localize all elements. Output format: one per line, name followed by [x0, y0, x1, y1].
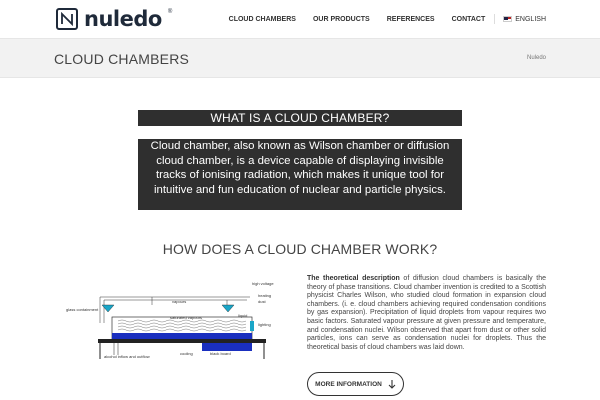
site-header [0, 0, 600, 38]
liquid-layer [112, 333, 252, 339]
theory-bold-lead: The theoretical description [307, 275, 400, 282]
uk-flag-icon [503, 16, 512, 22]
label-liquid: liquid [238, 313, 248, 318]
label-lighting: lighting [258, 322, 271, 327]
lighting-marker [250, 321, 254, 331]
theory-body: of diffusion cloud chambers is basically the theory of phase transitions. Cloud chamber invention is credited to a Scottish physicist Charles Wilson, who studied cloud formation in expansion cloud chambers. (i. e. cloud chambers achieving required condensation conditions by gas expansion). Precipitation of liquid droplets from vapour requires two basic factors. Saturated vapour pressure at given pressure and temperature, and condensation nuclei. Wilson observed that apart from dust or other solid particles, ions can serve as condensation nuclei for droplets. Thus the theoretical basis of cloud chambers was laid down. [307, 275, 547, 351]
label-black-board: black board [210, 351, 231, 356]
vapour-nozzles [102, 305, 234, 312]
label-alcohol: alcohol inflow and outflow [104, 354, 150, 359]
label-heating: heating [258, 293, 272, 298]
label-dust: dust [258, 299, 266, 304]
page-title: CLOUD CHAMBERS [54, 51, 190, 67]
how-heading: HOW DOES A CLOUD CHAMBER WORK? [162, 241, 438, 257]
main-nav [212, 14, 546, 24]
page-title-bar [0, 38, 600, 78]
nav-cloud-chambers[interactable]: CLOUD CHAMBERS [228, 15, 296, 23]
nav-references[interactable]: REFERENCES [386, 15, 435, 23]
label-vapours: vapours [172, 299, 187, 304]
logo-text: nuledo [84, 7, 162, 31]
label-high-voltage: high voltage [252, 281, 274, 286]
language-switch[interactable] [503, 16, 546, 23]
more-information-label: MORE INFORMATION [315, 380, 382, 388]
cloud-chamber-diagram [62, 275, 280, 375]
label-cooling: cooling [180, 351, 193, 356]
nav-divider [494, 14, 495, 24]
more-information-button[interactable] [307, 372, 404, 396]
language-label: ENGLISH [515, 15, 546, 23]
black-board [202, 343, 252, 351]
logo-mark-icon [56, 8, 78, 30]
logo[interactable] [56, 8, 172, 30]
registered-mark: ® [167, 9, 173, 15]
label-glass: glass containment [66, 307, 99, 312]
arrow-down-icon [388, 379, 396, 389]
nav-our-products[interactable]: OUR PRODUCTS [312, 15, 370, 23]
what-heading: WHAT IS A CLOUD CHAMBER? [138, 110, 462, 126]
label-saturated-vapours: saturated vapours [170, 315, 203, 320]
base-plate [98, 339, 266, 343]
vapour-waves [118, 320, 246, 331]
theory-paragraph [307, 275, 546, 352]
nav-contact[interactable]: CONTACT [451, 15, 486, 23]
what-description: Cloud chamber, also known as Wilson chamber or diffusion cloud chamber, is a device capable of displaying invisible tracks of ionising radiation, which makes it unique tool for intuitive and fun education of nuclear and particle physics. [138, 139, 462, 210]
breadcrumb[interactable]: Nuledo [526, 55, 546, 61]
